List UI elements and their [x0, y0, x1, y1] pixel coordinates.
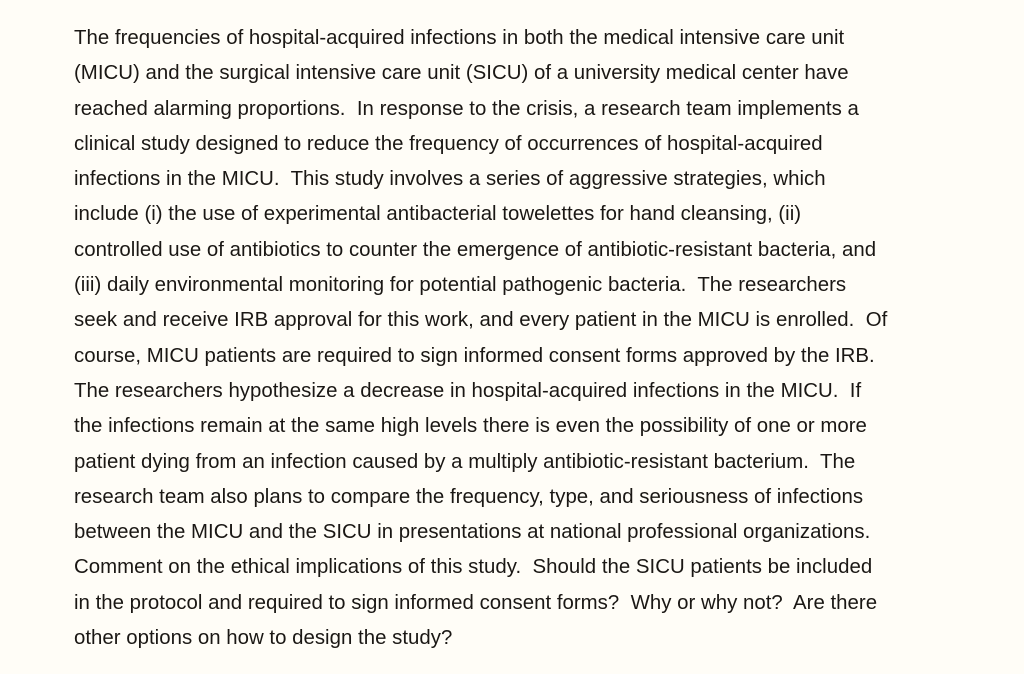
text-line: include (i) the use of experimental antibacterial towelettes for hand cleansing, (ii): [74, 203, 802, 226]
text-line: course, MICU patients are required to sign informed consent forms approved by the IRB.: [74, 344, 875, 367]
text-line: seek and receive IRB approval for this work, and every patient in the MICU is enrolled. Of: [74, 309, 888, 332]
text-line: Comment on the ethical implications of this study. Should the SICU patients be included: [74, 556, 873, 579]
text-line: The researchers hypothesize a decrease in hospital-acquired infections in the MICU. If: [74, 379, 862, 402]
text-line: in the protocol and required to sign informed consent forms? Why or why not? Are there: [74, 591, 878, 614]
text-line: between the MICU and the SICU in presentations at national professional organizations.: [74, 521, 871, 544]
text-line: patient dying from an infection caused by a multiply antibiotic-resistant bacterium. The: [74, 450, 856, 473]
text-line: The frequencies of hospital-acquired infections in both the medical intensive care unit: [74, 27, 845, 49]
text-line: (MICU) and the surgical intensive care unit (SICU) of a university medical center have: [74, 62, 849, 85]
text-line: clinical study designed to reduce the frequency of occurrences of hospital-acquired: [74, 132, 823, 155]
text-line: infections in the MICU. This study involves a series of aggressive strategies, which: [74, 168, 826, 191]
text-line: research team also plans to compare the frequency, type, and seriousness of infections: [74, 485, 864, 508]
text-line: reached alarming proportions. In response to the crisis, a research team implements a: [74, 97, 859, 120]
text-line: other options on how to design the study?: [74, 627, 453, 650]
document-paragraph: [74, 21, 1019, 656]
text-line: (iii) daily environmental monitoring for potential pathogenic bacteria. The researchers: [74, 274, 847, 297]
text-line: the infections remain at the same high levels there is even the possibility of one or more: [74, 415, 867, 438]
text-line: controlled use of antibiotics to counter the emergence of antibiotic-resistant bacteria, and: [74, 238, 877, 261]
